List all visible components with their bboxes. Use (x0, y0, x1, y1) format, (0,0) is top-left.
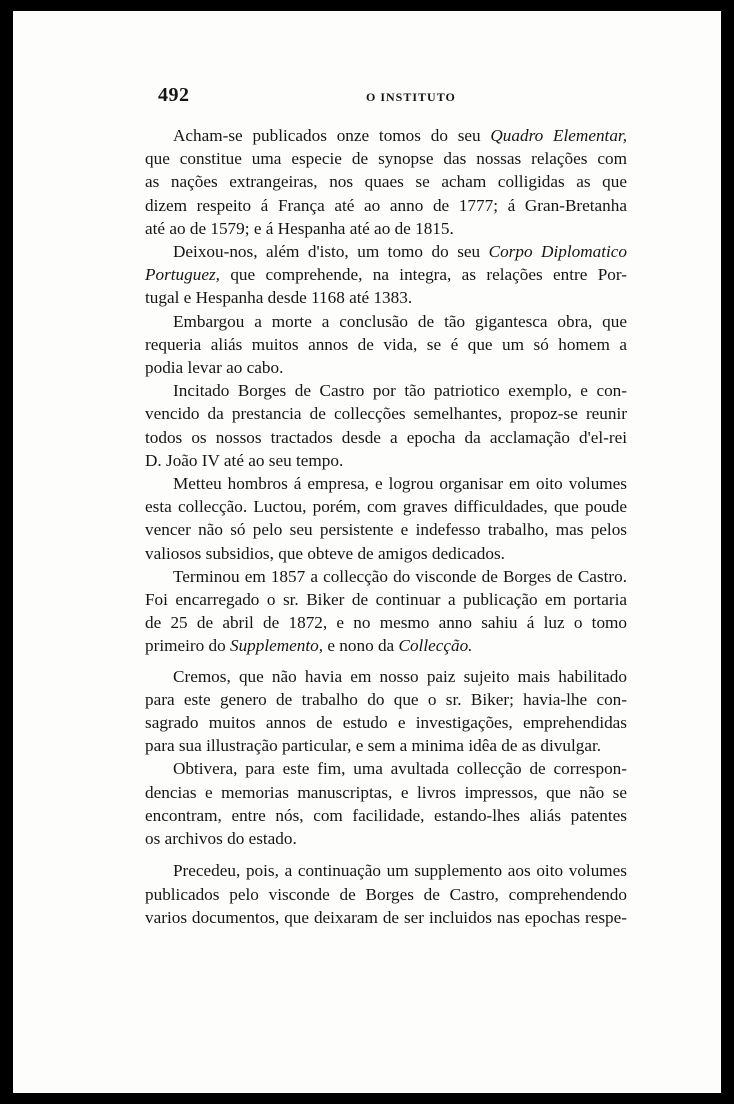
title-italic: Corpo Diplomatico (488, 242, 627, 262)
running-title: O INSTITUTO (366, 90, 456, 104)
text-line: Metteu hombros á empresa, e logrou organisar em oito volumes (173, 474, 627, 494)
text-line (145, 263, 627, 286)
text-line: podia levar ao cabo. (145, 358, 284, 378)
title-italic: Collecção. (398, 636, 473, 656)
text-line: vencer não só pelo seu persistente e indefesso trabalho, mas pelos (145, 520, 627, 540)
paragraph-4 (145, 379, 627, 472)
text-line: que constitue uma especie de synopse das nossas relações com (145, 149, 627, 169)
text-line: Incitado Borges de Castro por tão patriotico exemplo, e con- (173, 381, 627, 401)
text-line: dencias e memorias manuscriptas, e livros impressos, que não se (145, 782, 627, 802)
text-line: todos os nossos tractados desde a epocha da acclamação d'el-rei (145, 427, 627, 447)
body-text (145, 124, 627, 929)
text-line: Precedeu, pois, a continuação um supplemento aos oito volumes (173, 861, 627, 881)
text-line: publicados pelo visconde de Borges de Castro, comprehendendo (145, 884, 627, 904)
text-line: valiosos subsidios, que obteve de amigos dedicados. (145, 543, 505, 563)
text-line (145, 240, 627, 263)
text-line: encontram, entre nós, com facilidade, estando-lhes aliás patentes (145, 805, 627, 825)
text-line: as nações extrangeiras, nos quaes se acham colligidas as que (145, 172, 627, 192)
title-italic: Portuguez, (145, 265, 220, 285)
text-line: varios documentos, que deixaram de ser incluidos nas epochas respe- (145, 907, 627, 927)
page-header (158, 84, 638, 110)
page-number: 492 (158, 84, 190, 106)
paragraph-5 (145, 472, 627, 565)
text-line: esta collecção. Luctou, porém, com graves difficuldades, que poude (145, 497, 627, 517)
text-line: Terminou em 1857 a collecção do visconde de Borges de Castro. (173, 566, 627, 586)
text-run: e nono da (323, 636, 399, 656)
text-run: que comprehende, na integra, as relações entre Por- (219, 265, 627, 285)
text-line: dizem respeito á França até ao anno de 1777; á Gran-Bretanha (145, 195, 627, 215)
text-line: Obtivera, para este fim, uma avultada collecção de correspon- (173, 759, 627, 779)
paragraph-8 (145, 757, 627, 850)
text-line: tugal e Hespanha desde 1168 até 1383. (145, 288, 413, 308)
text-line: Cremos, que não havia em nosso paiz sujeito mais habilitado (173, 666, 627, 686)
text-run: primeiro do (145, 636, 230, 656)
paragraph-1 (145, 124, 627, 240)
text-line: vencido da prestancia de collecções semelhantes, propoz-se reunir (145, 404, 627, 424)
text-line: requeria aliás muitos annos de vida, se é que um só homem a (145, 334, 627, 354)
paragraph-7 (145, 665, 627, 758)
paragraph-3 (145, 310, 627, 380)
text-line: os archivos do estado. (145, 829, 297, 849)
text-line (145, 634, 627, 657)
text-line: de 25 de abril de 1872, e no mesmo anno sahiu á luz o tomo (145, 613, 627, 633)
paragraph-6 (145, 565, 627, 658)
text-line: sagrado muitos annos de estudo e investigações, emprehendidas (145, 713, 627, 733)
text-line: para este genero de trabalho do que o sr. Biker; havia-lhe con- (145, 689, 627, 709)
text-line: para sua illustração particular, e sem a minima idêa de as divulgar. (145, 736, 602, 756)
title-italic: Quadro Elementar, (490, 126, 627, 145)
text-line: até ao de 1579; e á Hespanha até ao de 1815. (145, 218, 454, 238)
title-italic: Supplemento, (229, 636, 324, 656)
text-line (145, 124, 627, 147)
text-run: Deixou-nos, além d'isto, um tomo do seu (173, 242, 489, 262)
paragraph-9 (145, 859, 627, 929)
paragraph-2 (145, 240, 627, 310)
text-line: Embargou a morte a conclusão de tão gigantesca obra, que (173, 311, 627, 331)
text-line: Foi encarregado o sr. Biker de continuar a publicação em portaria (145, 590, 627, 610)
text-run: Acham-se publicados onze tomos do seu (173, 126, 491, 145)
text-line: D. João IV até ao seu tempo. (145, 450, 344, 470)
